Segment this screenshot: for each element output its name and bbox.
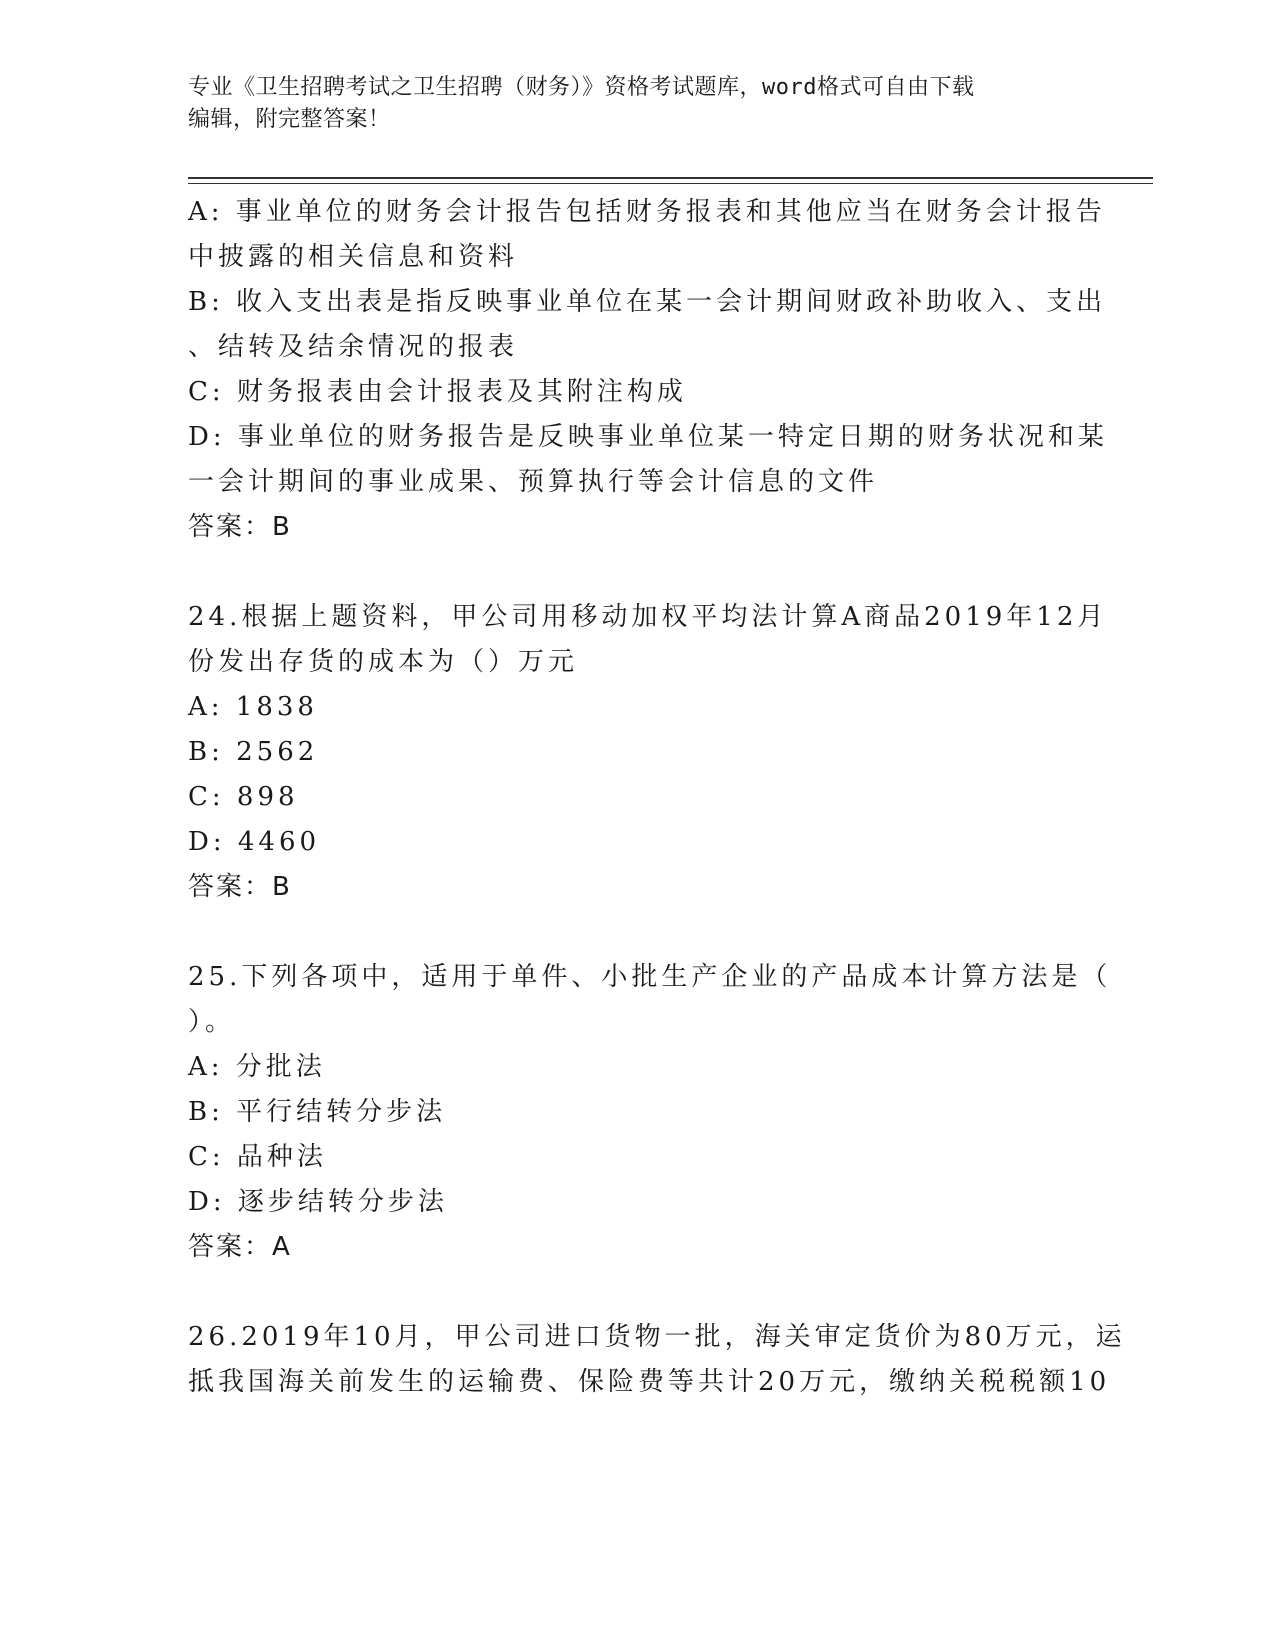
question-stem-line-1: 26.2019年10月，甲公司进口货物一批，海关审定货价为80万元，运 <box>188 1322 1126 1352</box>
option-a-line-1: A: 事业单位的财务会计报告包括财务报表和其他应当在财务会计报告 <box>188 197 1106 227</box>
option-a: A: 1838 <box>188 692 318 722</box>
option-b: B: 平行结转分步法 <box>188 1097 447 1127</box>
question-stem-line-1: 24.根据上题资料，甲公司用移动加权平均法计算A商品2019年12月 <box>188 602 1108 632</box>
question-stem-line-2: 份发出存货的成本为（）万元 <box>188 647 579 677</box>
spacer <box>188 550 1088 595</box>
question-stem-line-2: ）。 <box>188 1007 236 1037</box>
option-c: C: 财务报表由会计报表及其附注构成 <box>188 377 687 407</box>
header-line-1: 专业《卫生招聘考试之卫生招聘（财务）》资格考试题库，word格式可自由下载 <box>188 75 975 100</box>
question-23 <box>188 190 1108 550</box>
option-b-line-2: 、结转及结余情况的报表 <box>188 332 519 362</box>
question-stem-line-1: 25.下列各项中，适用于单件、小批生产企业的产品成本计算方法是（ <box>188 962 1112 992</box>
option-a-line-2: 中披露的相关信息和资料 <box>188 242 519 272</box>
option-a: A: 分批法 <box>188 1052 326 1082</box>
header-rule-thin <box>188 183 1153 184</box>
header-rule-thick <box>188 177 1153 179</box>
question-25 <box>188 955 1112 1270</box>
option-c: C: 898 <box>188 782 299 812</box>
option-c: C: 品种法 <box>188 1142 327 1172</box>
answer: 答案：B <box>188 872 292 902</box>
option-b: B: 2562 <box>188 737 319 767</box>
option-d: D: 4460 <box>188 827 321 857</box>
question-24 <box>188 595 1108 910</box>
document-header <box>188 72 1088 136</box>
option-d-line-1: D: 事业单位的财务报告是反映事业单位某一特定日期的财务状况和某 <box>188 422 1108 452</box>
question-26 <box>188 1315 1126 1405</box>
option-b-line-1: B: 收入支出表是指反映事业单位在某一会计期间财政补助收入、支出 <box>188 287 1107 317</box>
answer: 答案：B <box>188 512 292 542</box>
spacer <box>188 1270 1088 1315</box>
option-d-line-2: 一会计期间的事业成果、预算执行等会计信息的文件 <box>188 467 879 497</box>
spacer <box>188 910 1088 955</box>
option-d: D: 逐步结转分步法 <box>188 1187 448 1217</box>
answer: 答案：A <box>188 1232 292 1262</box>
question-stem-line-2: 抵我国海关前发生的运输费、保险费等共计20万元，缴纳关税税额10 <box>188 1367 1111 1397</box>
question-list <box>188 190 1126 1405</box>
header-line-2: 编辑，附完整答案！ <box>188 107 391 132</box>
